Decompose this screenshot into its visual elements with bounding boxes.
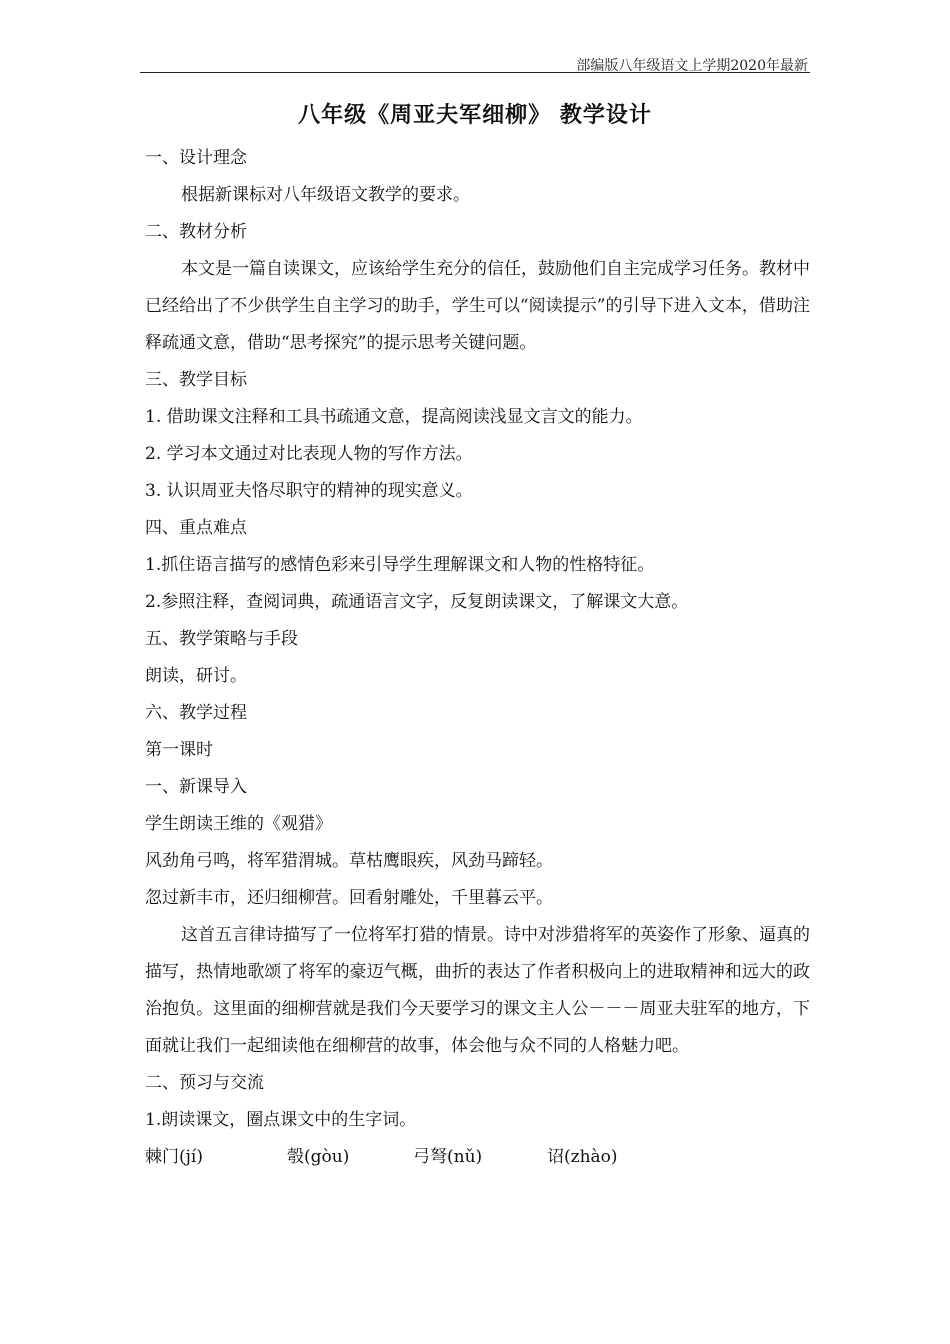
running-header: 部编版八年级语文上学期2020年最新 <box>576 58 808 74</box>
teaching-goal-item: 2. 学习本文通过对比表现人物的写作方法。 <box>145 444 473 464</box>
key-point-item: 2.参照注释，查阅词典，疏通语言文字，反复朗读课文，了解课文大意。 <box>145 592 689 612</box>
teaching-goal-item: 3. 认识周亚夫恪尽职守的精神的现实意义。 <box>145 481 473 501</box>
key-point-item: 1.抓住语言描写的感情色彩来引导学生理解课文和人物的性格特征。 <box>145 555 655 575</box>
poem-line: 风劲角弓鸣，将军猎渭城。草枯鹰眼疾，风劲马蹄轻。 <box>145 851 553 871</box>
section-heading-strategies: 五、教学策略与手段 <box>145 629 298 649</box>
lesson-label: 第一课时 <box>145 740 213 760</box>
section-heading-key-points: 四、重点难点 <box>145 518 247 538</box>
document-body <box>145 140 810 1176</box>
poem-intro: 学生朗读王维的《观猎》 <box>145 814 332 834</box>
material-analysis-text: 本文是一篇自读课文，应该给学生充分的信任，鼓励他们自主完成学习任务。教材中已经给出了不少供学生自主学习的助手，学生可以“阅读提示”的引导下进入文本，借助注释疏通文意，借助“思考探究”的提示思考关键问题。 <box>145 259 810 353</box>
document-title: 八年级《周亚夫军细柳》 教学设计 <box>298 103 652 128</box>
poem-line: 忽过新丰市，还归细柳营。回看射雕处，千里暮云平。 <box>145 888 553 908</box>
vocab-word: 诏(zhào) <box>547 1147 618 1167</box>
strategies-text: 朗读，研讨。 <box>145 666 247 686</box>
preview-item: 1.朗读课文，圈点课文中的生字词。 <box>145 1110 417 1130</box>
vocab-word: 彀(gòu) <box>287 1147 350 1167</box>
step-heading-introduction: 一、新课导入 <box>145 777 247 797</box>
design-concept-text: 根据新课标对八年级语文教学的要求。 <box>181 185 470 205</box>
section-heading-teaching-process: 六、教学过程 <box>145 703 247 723</box>
vocabulary-row <box>145 1139 810 1176</box>
section-heading-teaching-goals: 三、教学目标 <box>145 370 247 390</box>
vocab-word: 弓弩(nǔ) <box>413 1147 483 1167</box>
step-heading-preview: 二、预习与交流 <box>145 1073 264 1093</box>
poem-analysis-text: 这首五言律诗描写了一位将军打猎的情景。诗中对涉猎将军的英姿作了形象、逼真的描写，热情地歌颂了将军的豪迈气概，曲折的表达了作者积极向上的进取精神和远大的政治抱负。这里面的细柳营就是我们今天要学习的课文主人公－－－周亚夫驻军的地方，下面就让我们一起细读他在细柳营的故事，体会他与众不同的人格魅力吧。 <box>145 925 810 1056</box>
section-heading-material-analysis: 二、教材分析 <box>145 222 247 242</box>
vocab-word: 棘门(jí) <box>145 1147 203 1167</box>
section-heading-design-concept: 一、设计理念 <box>145 148 247 168</box>
teaching-goal-item: 1. 借助课文注释和工具书疏通文意，提高阅读浅显文言文的能力。 <box>145 407 643 427</box>
header-divider <box>140 72 810 73</box>
